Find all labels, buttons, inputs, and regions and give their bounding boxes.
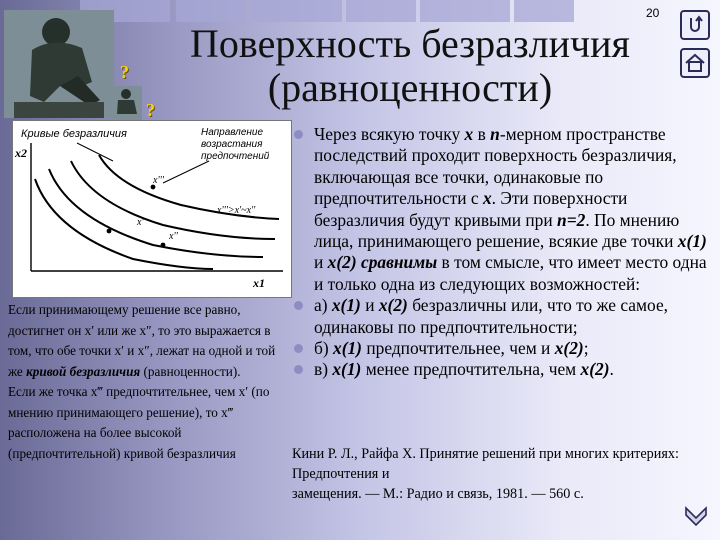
question-mark-icon: ?	[120, 62, 129, 82]
point-marker	[107, 229, 112, 234]
pointer-line	[163, 161, 209, 183]
decor-block	[514, 0, 574, 22]
indifference-curve	[71, 161, 275, 239]
title-line-2: (равноценности)	[267, 65, 553, 110]
explanation-p2: Если же точка x‴ предпочтительнее, чем x′ (по мнению принимающего решение), то x‴ расположена на более высокой (предпочтительной) кривой безразличия	[8, 384, 270, 461]
return-icon	[685, 15, 705, 35]
bullet-icon	[294, 365, 303, 374]
axis-x-label: x1	[253, 276, 265, 290]
question-mark-icon: ?	[146, 100, 155, 120]
decor-block	[252, 0, 342, 22]
explanation-p1-end: (равноценности).	[143, 363, 241, 379]
reference-citation	[292, 444, 710, 504]
bullet-icon	[294, 301, 303, 310]
explanation-term: кривой безразличия	[26, 363, 141, 379]
list-item: а) x(1) и x(2) безразличны или, что то же самое, одинаковы по предпочтительности;	[292, 295, 712, 338]
explanation-text	[8, 300, 293, 464]
pointer-line	[77, 143, 113, 161]
label-direction: Направление возрастания предпочтений	[201, 127, 270, 162]
home-button[interactable]	[680, 48, 710, 78]
point-x1-label: x'	[137, 217, 144, 228]
small-thinker-statue-icon	[112, 86, 142, 120]
bullet-icon	[294, 344, 303, 353]
axis-y-label: x2	[15, 146, 27, 160]
indifference-curve	[35, 179, 213, 269]
bullet-list	[292, 124, 712, 381]
next-slide-button[interactable]	[682, 505, 710, 531]
title-line-1: Поверхность безразличия	[190, 21, 630, 66]
point-x3-label: x'''	[153, 175, 164, 186]
decor-block	[420, 0, 510, 22]
explanation-p1: Если принимающему решение все равно, достигнет он x′ или же x″, то это выражается в том, что обе точки x′ и x″, лежат на одной и той же	[8, 302, 276, 379]
label-curves: Кривые безразличия	[21, 128, 127, 140]
return-button[interactable]	[680, 10, 710, 40]
thinker-statue-icon	[4, 10, 114, 118]
point-marker	[161, 243, 166, 248]
list-item: Через всякую точку x в n-мерном пространстве последствий проходит поверхность безразличия, включающая все точки, одинаковые по предпочтительности с x. Эти поверхности безразличия будут кривыми при n=2. По мнению лица, принимающего решение, всякие две точки x(1) и x(2) сравнимы в том смысле, что имеет место одна и только одна из следующих возможностей:	[292, 124, 712, 295]
point-relation-label: x'''>x'~x''	[217, 205, 256, 216]
list-item: б) x(1) предпочтительнее, чем и x(2);	[292, 338, 712, 359]
page-title	[150, 22, 670, 110]
chevron-down-icon	[686, 508, 706, 525]
reference-line-2: замещения. — М.: Радио и связь, 1981. — 560 с.	[292, 486, 584, 502]
decor-block	[176, 0, 246, 22]
indifference-curves-graph	[12, 120, 292, 298]
decor-block	[346, 0, 416, 22]
list-item: в) x(1) менее предпочтительна, чем x(2).	[292, 359, 712, 380]
point-x2-label: x''	[169, 231, 178, 242]
slide-number: 20	[646, 6, 660, 20]
home-icon	[684, 53, 706, 73]
bullet-icon	[294, 130, 303, 139]
reference-line-1: Кини Р. Л., Райфа Х. Принятие решений при многих критериях: Предпочтения и	[292, 446, 679, 482]
